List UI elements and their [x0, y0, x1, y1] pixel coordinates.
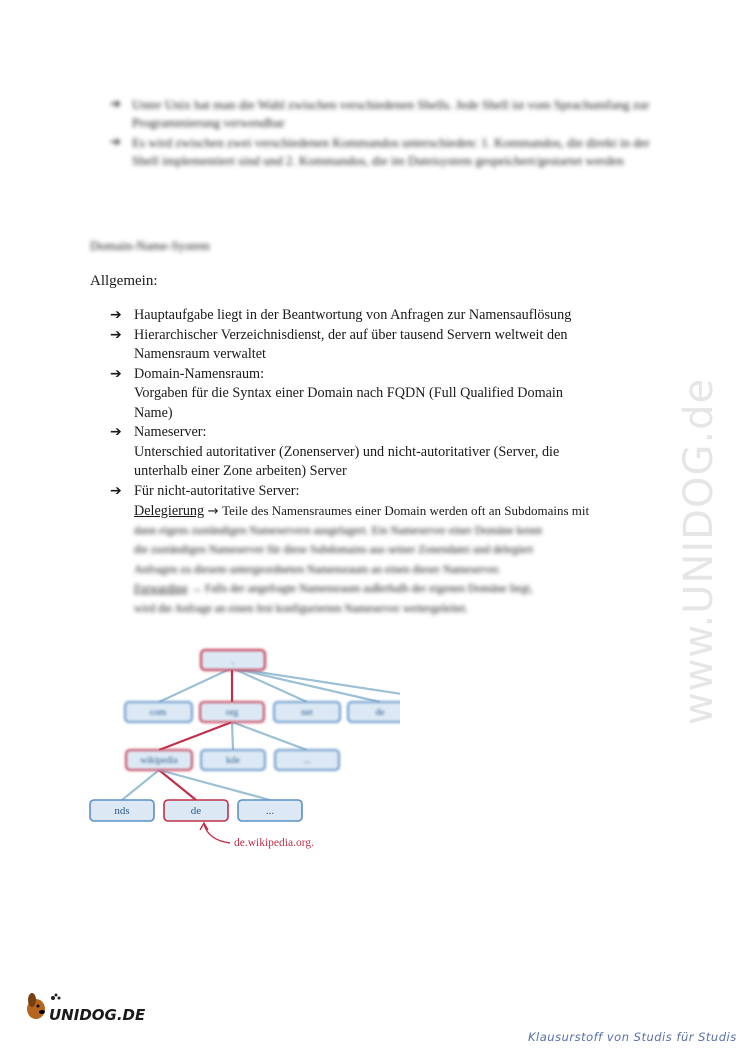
blurred-line: wird die Anfrage an einen fest konfigurierten Nameserver weitergeleitet.	[134, 602, 469, 615]
annotation-label: de.wikipedia.org.	[234, 837, 314, 849]
main-bullet-list	[110, 306, 650, 619]
svg-text:de: de	[375, 708, 385, 718]
edge	[159, 770, 270, 800]
intro-label: Allgemein:	[90, 273, 158, 289]
forwarding-line	[134, 580, 650, 600]
unidog-watermark	[640, 280, 740, 730]
edge	[232, 668, 380, 702]
arrow-icon: ➔	[110, 135, 121, 150]
arrow-icon: ➔	[110, 365, 122, 382]
list-item-body: Name)	[134, 404, 173, 421]
blurred-bullet-text: Unter Unix hat man die Wahl zwischen verschiedenen Shells. Jede Shell ist vom Sprachumfang zur Programmierung verwendbar	[132, 97, 650, 130]
edge-highlight	[159, 722, 232, 750]
edge	[122, 770, 159, 800]
list-item-text: Hauptaufgabe liegt in der Beantwortung von Anfragen zur Namensauflösung	[134, 307, 572, 323]
blurred-bullet	[110, 96, 650, 132]
list-item-text: Hierarchischer Verzeichnisdienst, der auf über tausend Servern weltweit den	[134, 326, 568, 343]
list-item-body: Vorgaben für die Syntax einer Domain nach FQDN (Full Qualified Domain	[134, 385, 563, 401]
list-item	[110, 365, 650, 385]
forwarding-term: Forwarding	[134, 583, 188, 595]
list-item-continuation: Namensraum verwaltet	[134, 346, 266, 362]
arrow-icon: ➔	[110, 424, 122, 440]
forwarding-text: Falls der angefragte Namensraum außerhalb der eigenen Domäne liegt,	[204, 583, 533, 595]
list-item	[110, 482, 650, 502]
list-item-body: unterhalb einer Zone arbeiten) Server	[134, 463, 347, 479]
second-level-nodes	[126, 750, 339, 770]
section-heading: Domain-Name-System	[90, 238, 210, 253]
svg-text:com: com	[149, 708, 167, 718]
blurred-line: dann eigens zuständigen Nameservern ausgelagert. Ein Nameserver einer Domäne kennt	[134, 524, 543, 537]
svg-text:.: .	[231, 656, 235, 667]
list-item	[110, 326, 650, 346]
list-item	[110, 306, 650, 326]
blurred-delegation-text	[110, 522, 650, 620]
svg-text:www.UNIDOG.de: www.UNIDOG.de	[676, 377, 722, 725]
list-item-body: Unterschied autoritativer (Zonenserver) und nicht-autoritativer (Server, die	[134, 443, 560, 460]
footer-tagline: Klausurstoff von Studis für Studis	[528, 1030, 737, 1044]
arrow-icon: →	[190, 583, 203, 595]
dns-tree-diagram	[80, 640, 400, 860]
svg-text:org: org	[225, 708, 239, 718]
delegation-text: Teile des Namensraumes einer Domain werden oft an Subdomains mit	[222, 503, 590, 518]
list-item-title: Für nicht-autoritative Server:	[134, 482, 300, 499]
edge	[159, 668, 232, 702]
node-ellipsis: ...	[265, 805, 275, 817]
blurred-line: die zuständigen Nameserver für diese Subdomains aus seiner Zonendatei und delegiert	[134, 544, 534, 556]
list-item	[110, 423, 650, 443]
delegation-term: Delegierung	[134, 503, 205, 519]
blurred-bullet-text: Es wird zwischen zwei verschiedenen Kommandos unterschieden: 1. Kommandos, die direkt in der Shell implementiert sind und 2. Kommandos, die im Dateisystem gespeichert/gestartet werden	[132, 135, 650, 168]
edge	[232, 722, 307, 750]
arrow-icon: ➔	[110, 482, 122, 499]
svg-text:kde: kde	[226, 756, 240, 766]
arrow-icon: →	[207, 504, 219, 519]
edge	[232, 722, 233, 750]
tld-nodes	[125, 702, 400, 722]
footer-brand	[22, 985, 162, 1025]
third-level-nodes	[90, 800, 302, 821]
diagram-edges	[122, 668, 400, 800]
list-item-title: Domain-Namensraum:	[134, 365, 265, 382]
blurred-intro-bullets	[110, 96, 650, 172]
svg-text:...: ...	[303, 756, 311, 766]
node-nds: nds	[114, 805, 130, 817]
svg-text:net: net	[301, 708, 313, 718]
annotation-arrow	[200, 823, 314, 849]
blurred-bullet	[110, 134, 650, 170]
delegation-line	[110, 501, 650, 522]
arrow-icon: ➔	[110, 326, 122, 343]
node-de: de	[190, 805, 202, 817]
node-root	[201, 650, 265, 670]
arrow-icon: ➔	[110, 307, 122, 323]
svg-text:wikipedia: wikipedia	[140, 756, 178, 766]
dog-logo-icon	[22, 985, 162, 1025]
arrow-icon: ➔	[110, 97, 121, 112]
list-item-title: Nameserver:	[134, 424, 207, 440]
blurred-line: Anfragen zu diesem untergeordneten Namensraum an einen dieser Nameserver.	[134, 563, 501, 576]
brand-wordmark: UNIDOG.DE	[49, 1006, 146, 1024]
